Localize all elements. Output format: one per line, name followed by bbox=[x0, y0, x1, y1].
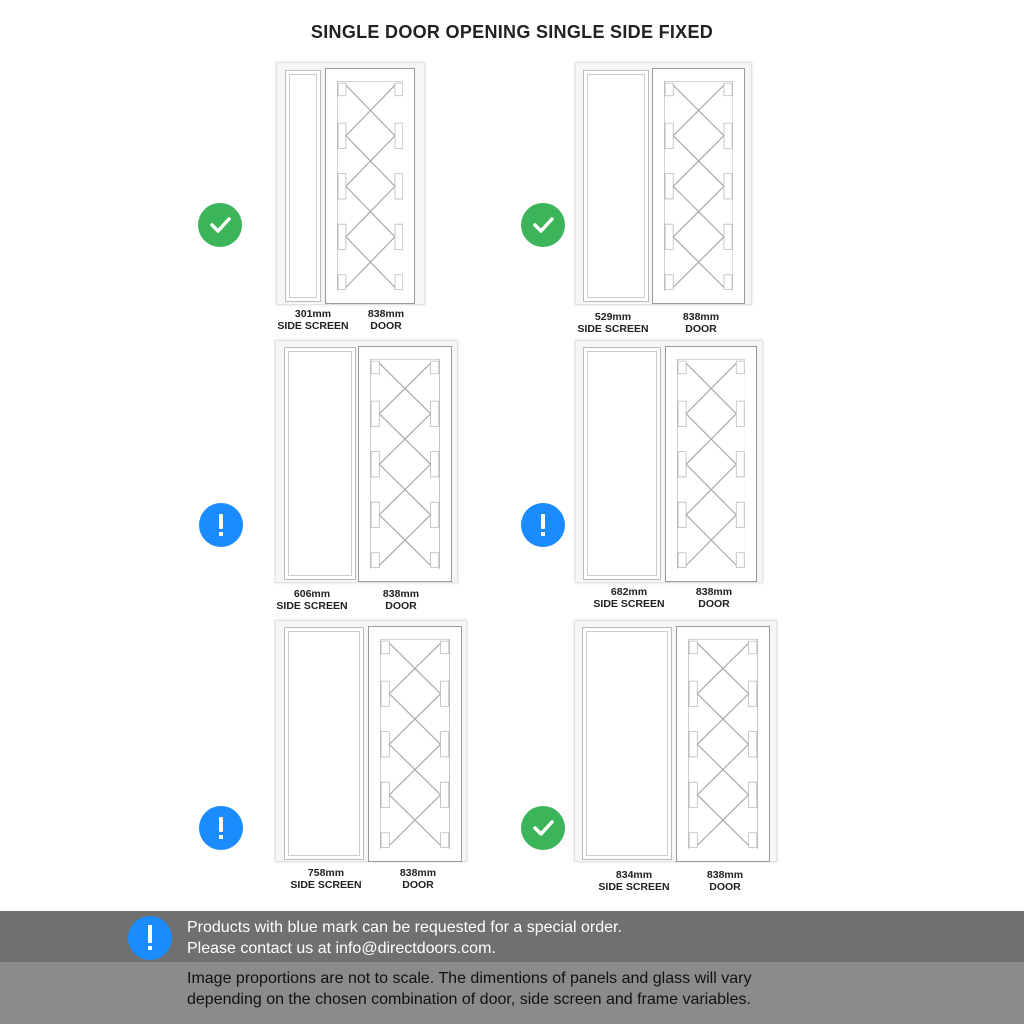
door-panel bbox=[676, 626, 770, 862]
door-panel bbox=[368, 626, 462, 862]
check-icon bbox=[521, 806, 565, 850]
panel-type: SIDE SCREEN bbox=[577, 323, 649, 335]
width-value: 529mm bbox=[594, 311, 632, 323]
width-value: 838mm bbox=[695, 586, 733, 598]
panel-type: SIDE SCREEN bbox=[277, 320, 349, 332]
panel-type: DOOR bbox=[685, 323, 717, 335]
glass-pattern bbox=[677, 359, 745, 570]
side-screen-glass bbox=[288, 351, 352, 576]
panel-type: DOOR bbox=[402, 879, 434, 891]
exclamation-icon bbox=[199, 806, 243, 850]
side-screen-panel bbox=[284, 347, 356, 580]
panel-type: SIDE SCREEN bbox=[290, 879, 362, 891]
door-panel bbox=[652, 68, 745, 304]
disclaimer-line: depending on the chosen combination of door, side screen and frame variables. bbox=[187, 991, 751, 1008]
special-order-text bbox=[187, 917, 622, 959]
door-label bbox=[336, 308, 436, 332]
side-screen-panel bbox=[582, 627, 672, 860]
glass-pattern bbox=[380, 639, 450, 850]
check-icon bbox=[198, 203, 242, 247]
side-screen-panel bbox=[284, 627, 364, 860]
door-panel bbox=[325, 68, 415, 304]
disclaimer-text bbox=[187, 968, 751, 1010]
side-screen-glass bbox=[288, 631, 360, 856]
door-label bbox=[675, 869, 775, 893]
side-screen-panel bbox=[583, 347, 661, 580]
width-value: 838mm bbox=[382, 588, 420, 600]
width-value: 838mm bbox=[682, 311, 720, 323]
door-panel bbox=[665, 346, 757, 582]
door-panel bbox=[358, 346, 452, 582]
door-label bbox=[664, 586, 764, 610]
width-value: 606mm bbox=[293, 588, 331, 600]
door-label bbox=[368, 867, 468, 891]
width-value: 682mm bbox=[610, 586, 648, 598]
glass-pattern bbox=[370, 359, 440, 570]
width-value: 838mm bbox=[706, 869, 744, 881]
panel-type: DOOR bbox=[698, 598, 730, 610]
door-label bbox=[651, 311, 751, 335]
check-icon bbox=[521, 203, 565, 247]
side-screen-glass bbox=[587, 351, 657, 576]
width-value: 834mm bbox=[615, 869, 653, 881]
contact-line: Please contact us at info@directdoors.com. bbox=[187, 940, 496, 957]
glass-pattern bbox=[688, 639, 758, 850]
exclamation-icon bbox=[199, 503, 243, 547]
glass-pattern bbox=[664, 81, 733, 292]
door-label bbox=[351, 588, 451, 612]
side-screen-glass bbox=[289, 74, 317, 298]
width-value: 838mm bbox=[367, 308, 405, 320]
exclamation-icon bbox=[521, 503, 565, 547]
side-screen-label bbox=[563, 311, 663, 335]
width-value: 301mm bbox=[294, 308, 332, 320]
disclaimer-line: Image proportions are not to scale. The dimentions of panels and glass will vary bbox=[187, 970, 752, 987]
side-screen-panel bbox=[285, 70, 321, 302]
width-value: 758mm bbox=[307, 867, 345, 879]
side-screen-glass bbox=[587, 74, 645, 298]
notice-line: Products with blue mark can be requested for a special order. bbox=[187, 919, 622, 936]
side-screen-label bbox=[262, 588, 362, 612]
panel-type: SIDE SCREEN bbox=[276, 600, 348, 612]
glass-pattern bbox=[337, 81, 404, 292]
panel-type: DOOR bbox=[385, 600, 417, 612]
panel-type: DOOR bbox=[709, 881, 741, 893]
page-title: SINGLE DOOR OPENING SINGLE SIDE FIXED bbox=[310, 22, 714, 42]
side-screen-panel bbox=[583, 70, 649, 302]
side-screen-label bbox=[584, 869, 684, 893]
panel-type: DOOR bbox=[370, 320, 402, 332]
panel-type: SIDE SCREEN bbox=[593, 598, 665, 610]
side-screen-label bbox=[276, 867, 376, 891]
side-screen-glass bbox=[586, 631, 668, 856]
panel-type: SIDE SCREEN bbox=[598, 881, 670, 893]
width-value: 838mm bbox=[399, 867, 437, 879]
exclamation-icon bbox=[128, 916, 172, 960]
